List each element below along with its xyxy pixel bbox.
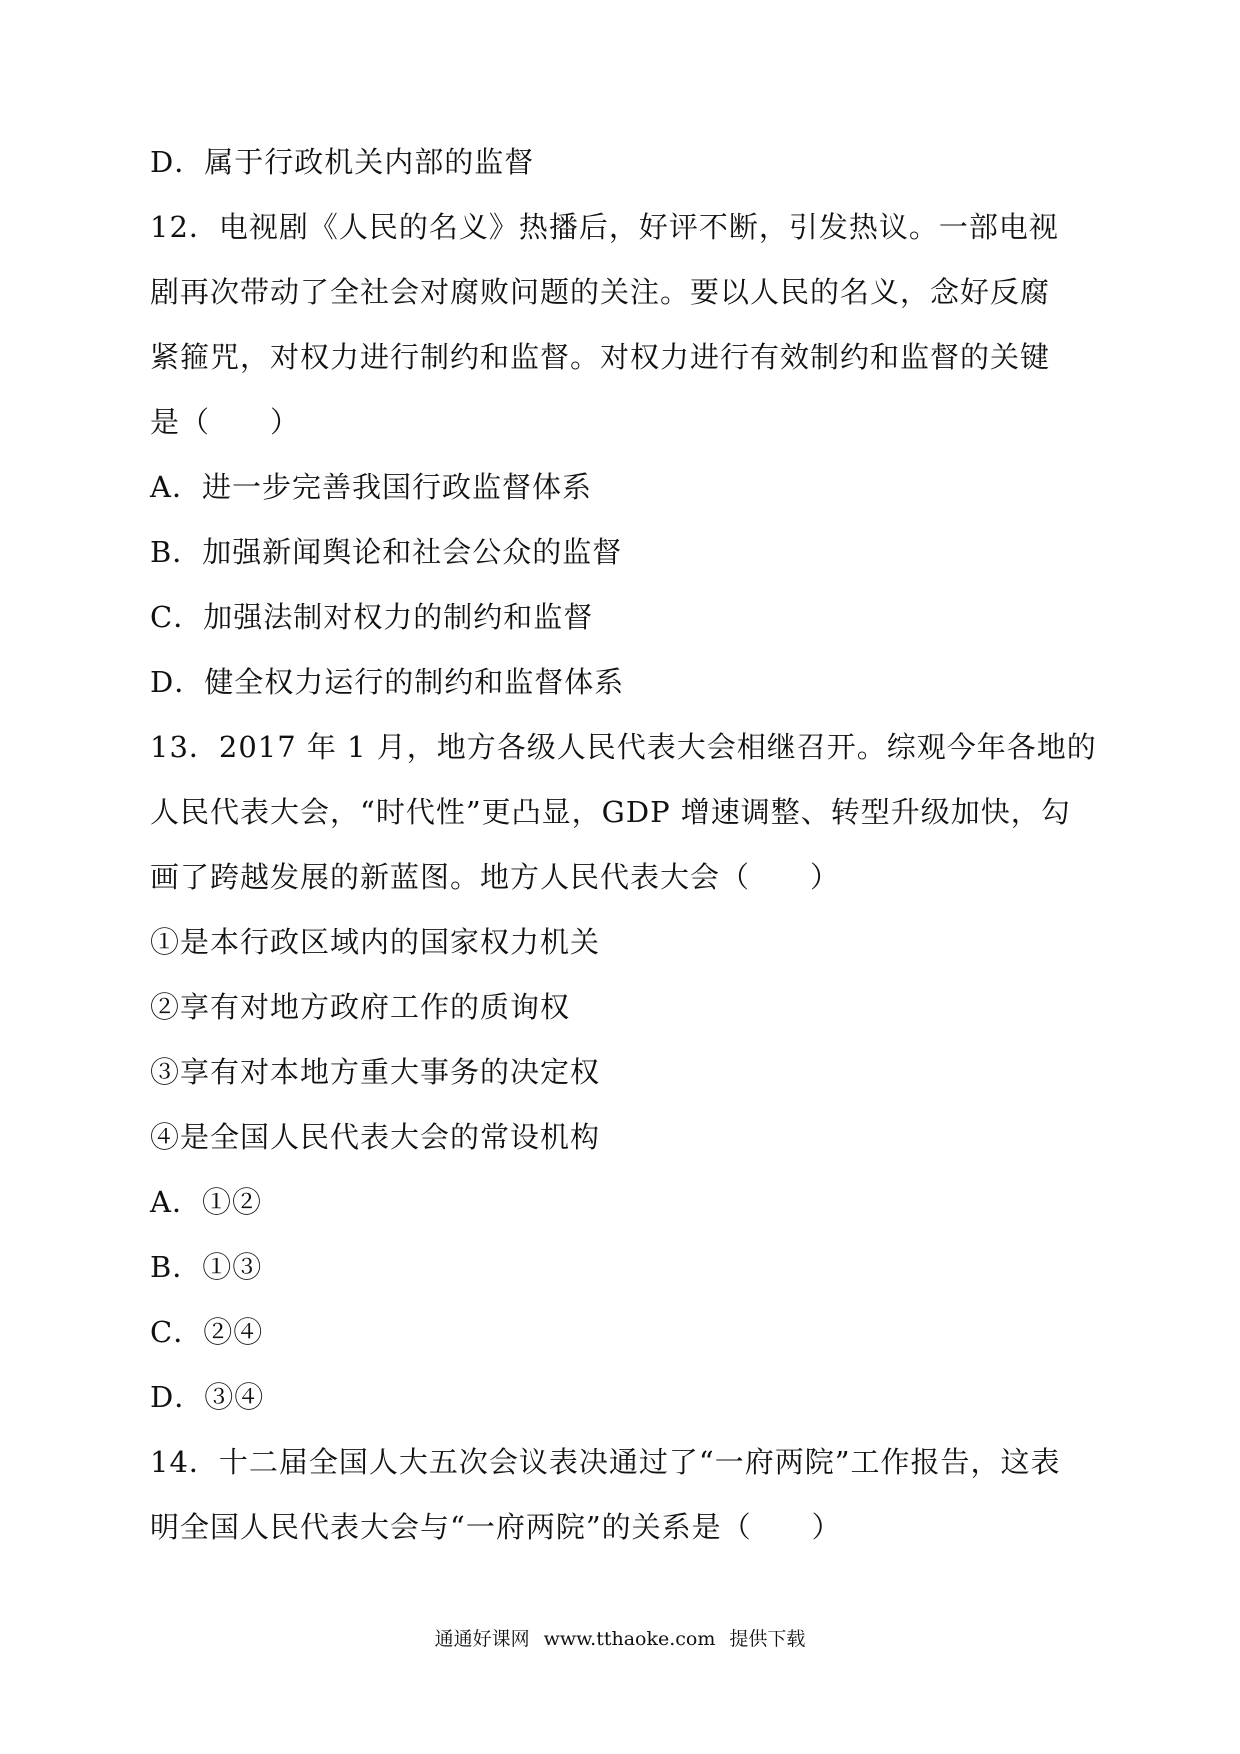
q13-statement-4: ④是全国人民代表大会的常设机构 [150,1120,601,1154]
q13-option-b: B．①③ [150,1250,263,1284]
q14-stem-line-1: 14．十二届全国人大五次会议表决通过了“一府两院”工作报告，这表 [150,1445,1061,1479]
q13-option-c: C．②④ [150,1315,264,1349]
q12-option-a: A．进一步完善我国行政监督体系 [150,470,592,504]
q12-option-b: B．加强新闻舆论和社会公众的监督 [150,535,623,569]
q14-stem-line-2: 明全国人民代表大会与“一府两院”的关系是（ ） [150,1510,842,1544]
q13-statement-2: ②享有对地方政府工作的质询权 [150,990,571,1024]
q13-stem-line-1: 13．2017 年 1 月，地方各级人民代表大会相继召开。综观今年各地的 [150,730,1097,764]
footer-site-name: 通通好课网 [434,1628,530,1650]
q13-statement-1: ①是本行政区域内的国家权力机关 [150,925,601,959]
q12-option-c: C．加强法制对权力的制约和监督 [150,600,594,634]
q12-option-d: D．健全权力运行的制约和监督体系 [150,665,625,699]
footer-url[interactable]: www.tthaoke.com [543,1628,716,1650]
q12-stem-line-2: 剧再次带动了全社会对腐败问题的关注。要以人民的名义，念好反腐 [150,275,1051,309]
q13-option-d: D．③④ [150,1380,265,1414]
q13-stem-line-2: 人民代表大会，“时代性”更凸显，GDP 增速调整、转型升级加快，勾 [150,795,1071,829]
q13-statement-3: ③享有对本地方重大事务的决定权 [150,1055,601,1089]
q12-stem-line-4: 是（ ） [150,405,301,439]
q13-stem-line-3: 画了跨越发展的新蓝图。地方人民代表大会（ ） [150,860,841,894]
q11-option-d: D．属于行政机关内部的监督 [150,145,535,179]
footer-note: 提供下载 [729,1628,806,1650]
q13-option-a: A．①② [150,1185,262,1219]
q12-stem-line-3: 紧箍咒，对权力进行制约和监督。对权力进行有效制约和监督的关键 [150,340,1051,374]
q12-stem-line-1: 12．电视剧《人民的名义》热播后，好评不断，引发热议。一部电视 [150,210,1059,244]
page-footer [0,1626,1240,1652]
